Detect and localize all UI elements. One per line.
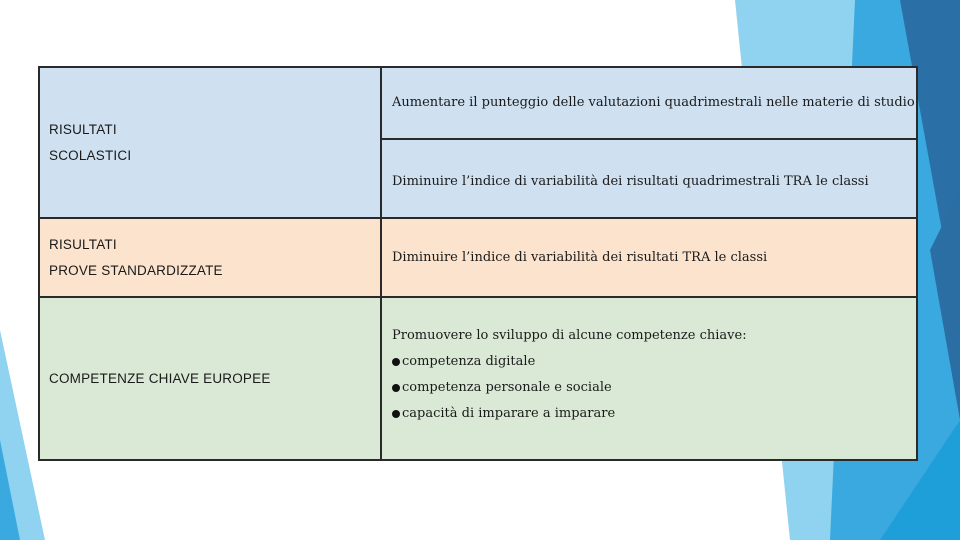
row-label-line: COMPETENZE CHIAVE EUROPEE	[49, 370, 271, 386]
row-label-line: PROVE STANDARDIZZATE	[49, 262, 223, 278]
row-label-line: RISULTATI	[49, 236, 117, 252]
row-label-competenze-chiave	[40, 298, 382, 459]
row-label-risultati-scolastici	[40, 68, 382, 219]
row-label-line: RISULTATI	[49, 121, 117, 137]
goal-text: Aumentare il punteggio delle valutazioni quadrimestrali nelle materie di studio	[392, 95, 915, 110]
goal-cell	[382, 298, 916, 459]
goal-cell	[382, 68, 916, 140]
bullet-item	[392, 349, 916, 375]
row-label-line: SCOLASTICI	[49, 147, 132, 163]
bullet-dot-icon	[392, 384, 400, 392]
bullet-text: capacità di imparare a imparare	[402, 405, 616, 421]
bullet-item	[392, 401, 916, 427]
goal-text: Diminuire l’indice di variabilità dei risultati quadrimestrali TRA le classi	[392, 174, 869, 189]
bullet-text: competenza digitale	[402, 353, 536, 369]
bullet-item	[392, 375, 916, 401]
priorities-table	[38, 66, 918, 461]
goal-cell	[382, 140, 916, 219]
bullet-dot-icon	[392, 358, 400, 366]
goal-text: Diminuire l’indice di variabilità dei risultati TRA le classi	[392, 249, 768, 265]
bullet-dot-icon	[392, 410, 400, 418]
row-label-prove-standardizzate	[40, 219, 382, 298]
goal-cell	[382, 219, 916, 298]
bullet-text: competenza personale e sociale	[402, 379, 612, 395]
goal-intro: Promuovere lo sviluppo di alcune competenze chiave:	[392, 327, 747, 343]
